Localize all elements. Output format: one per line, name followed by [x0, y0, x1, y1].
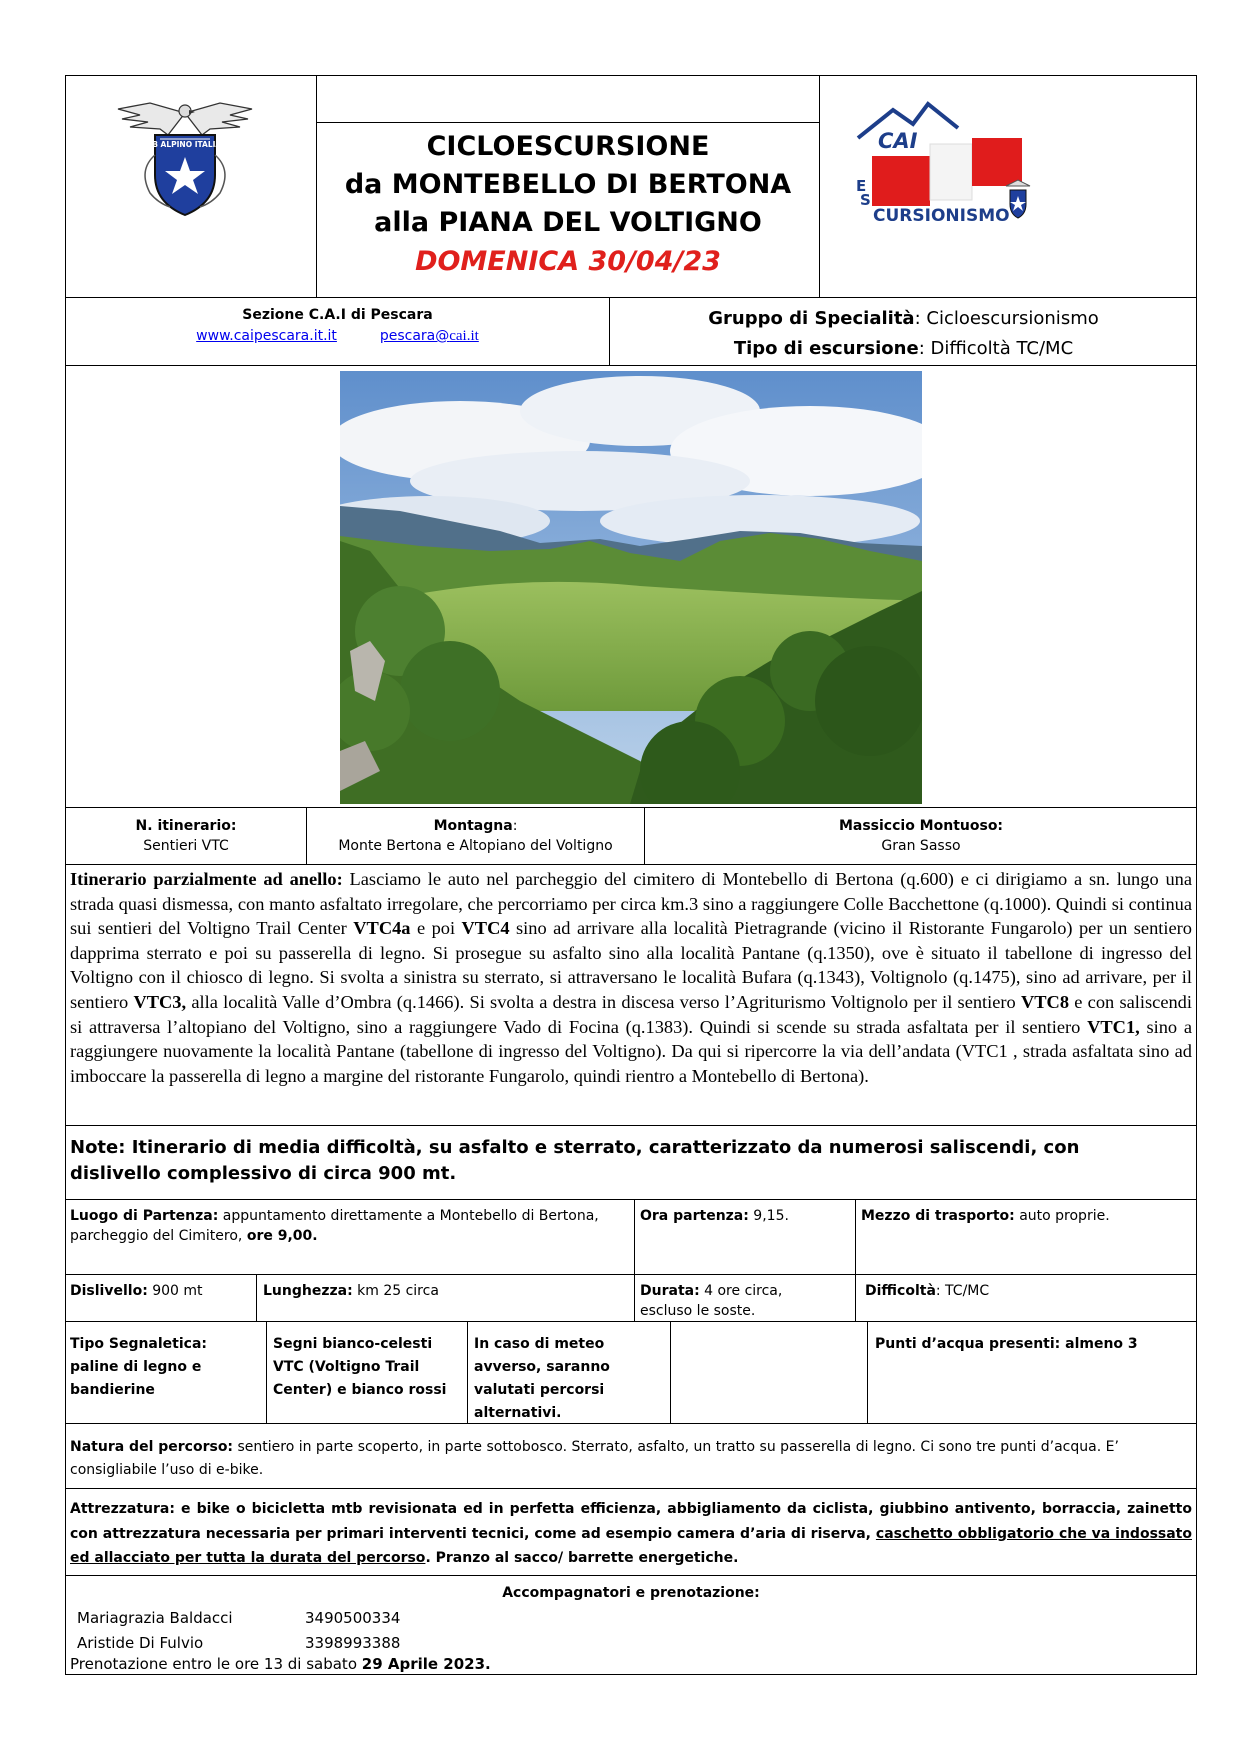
title-line-3: alla PIANA DEL VOLTIGNO	[374, 207, 762, 238]
water-points: Punti d’acqua presenti: almeno 3	[875, 1336, 1138, 1352]
contact-phone: 3490500334	[305, 1609, 401, 1627]
title-line-1: CICLOESCURSIONE	[426, 131, 710, 162]
section-name: Sezione C.A.I di Pescara	[242, 307, 433, 323]
difficulty: Difficoltà: TC/MC	[865, 1283, 990, 1299]
departure-time: Ora partenza: 9,15.	[640, 1208, 789, 1224]
massif-cell	[645, 816, 1197, 856]
title-line-2: da MONTEBELLO DI BERTONA	[344, 169, 792, 200]
email-link[interactable]: pescara@cai.it	[379, 328, 479, 344]
contact-name: Mariagrazia Baldacci	[77, 1609, 233, 1627]
departure-place: Luogo di Partenza: appuntamento direttamente a Montebello di Bertona, parcheggio del Cimitero, ore 9,00.	[70, 1208, 599, 1244]
event-date: DOMENICA 30/04/23	[415, 246, 721, 277]
itinerary-value: Sentieri VTC	[143, 838, 229, 854]
mountain-label: Montagna	[433, 818, 513, 834]
bad-weather-note: In caso di meteo avverso, saranno valutati percorsi alternativi.	[474, 1336, 610, 1421]
note-text: Note: Itinerario di media difficoltà, su asfalto e sterrato, caratterizzato da numerosi saliscendi, con dislivello complessivo di circa 900 mt.	[70, 1137, 1080, 1184]
svg-text:E: E	[856, 177, 867, 195]
landscape-photo	[340, 371, 922, 804]
cai-escursionismo-logo	[838, 98, 1048, 230]
route-nature: Natura del percorso: sentiero in parte scoperto, in parte sottobosco. Sterrato, asfalto, un tratto su passerella di legno. Ci sono tre punti d’acqua. E’ consigliabile l’uso di e-bike.	[70, 1439, 1119, 1478]
contact-name: Aristide Di Fulvio	[77, 1634, 204, 1652]
logo-cai-text: CAI	[878, 129, 918, 153]
type-label: Tipo di escursione	[733, 338, 919, 359]
contacts-title: Accompagnatori e prenotazione:	[502, 1585, 760, 1601]
contact-list	[77, 1606, 400, 1656]
itinerary-description: Itinerario parzialmente ad anello: Lasciamo le auto nel parcheggio del cimitero di Montebello di Bertona (q.600) e ci dirigiamo a sn. lungo una strada quasi dismessa, con manto asfaltato irregolare, che percorriamo per circa km.3 sino a raggiungere Colle Bacchettone (q.1000). Quindi si continua sui sentieri del Voltigno Trail Center VTC4a e poi VTC4 sino ad arrivare alla località Pietragrande (vicino il Ristorante Fungarolo) per un sentiero dapprima sterrato e poi su passerella di legno. Si prosegue su asfalto sino alla località Pantane (q.1350), ove è situato il tabellone di ingresso del Voltigno con il chiosco di legno. Si svolta a sinistra su sterrato, si attraversano le località Bufara (q.1343), Voltignolo (q.1475), sino ad arrivare, per il sentiero VTC3, alla località Valle d’Ombra (q.1466). Si svolta a destra in discesa verso l’Agriturismo Voltignolo per il sentiero VTC8 e con saliscendi si attraversa l’altopiano del Voltigno, sino a raggiungere Vado di Focina (q.1383). Quindi si scende su strada asfaltata per il sentiero VTC1, sino a raggiungere nuovamente la località Pantane (tabellone di ingresso del Voltigno). Da qui si ripercorre la via dell’andata (VTC1 , strada asfaltata sino ad imboccare la passerella di legno a margine del ristorante Fungarolo, quindi rientro a Montebello di Bertona).	[70, 869, 1193, 1086]
trail-marks: Segni bianco-celesti VTC (Voltigno Trail Center) e bianco rossi	[273, 1336, 447, 1398]
website-link[interactable]: www.caipescara.it.it	[196, 328, 337, 344]
group-info: Gruppo di Specialità: Cicloescursionismo Tipo di escursione: Difficoltà TC/MC	[708, 308, 1099, 359]
massif-label: Massiccio Montuoso:	[838, 818, 1004, 834]
massif-value: Gran Sasso	[881, 838, 961, 854]
contact-phone: 3398993388	[305, 1634, 401, 1652]
logo-cursionismo-text: CURSIONISMO	[873, 206, 1010, 226]
title-block	[317, 128, 819, 282]
group-label: Gruppo di Specialità	[708, 308, 915, 329]
type-value: Difficoltà TC/MC	[930, 338, 1074, 359]
description-heading: Itinerario parzialmente ad anello:	[70, 869, 343, 889]
svg-text:CLUB ALPINO ITALIANO: CLUB ALPINO ITALIANO	[136, 140, 234, 149]
svg-text:S: S	[860, 191, 871, 209]
elevation-gain: Dislivello: 900 mt	[70, 1283, 203, 1299]
contact-row	[77, 1606, 400, 1631]
section-info	[66, 305, 609, 347]
group-value: Cicloescursionismo	[926, 308, 1099, 329]
length: Lunghezza: km 25 circa	[263, 1283, 439, 1299]
cai-emblem-logo	[110, 95, 260, 225]
itinerary-label: N. itinerario:	[135, 818, 237, 834]
transport: Mezzo di trasporto: auto proprie.	[861, 1208, 1110, 1224]
mountain-cell: Montagna: Monte Bertona e Altopiano del Voltigno	[307, 816, 644, 856]
duration: Durata: 4 ore circa, escluso le soste.	[640, 1283, 783, 1319]
itinerary-cell	[66, 816, 306, 856]
booking-deadline: Prenotazione entro le ore 13 di sabato 29 Aprile 2023.	[70, 1655, 491, 1673]
contact-row	[77, 1631, 400, 1656]
equipment: Attrezzatura: e bike o bicicletta mtb revisionata ed in perfetta efficienza, abbigliamento da ciclista, giubbino antivento, borraccia, zainetto con attrezzatura necessaria per primari interventi tecnici, come ad esempio camera d’aria di riserva, caschetto obbligatorio che va indossato ed allacciato per tutta la durata del percorso. Pranzo al sacco/ barrette energetiche.	[70, 1501, 1192, 1566]
mountain-value: Monte Bertona e Altopiano del Voltigno	[338, 838, 613, 854]
signage-type: Tipo Segnaletica: paline di legno e bandierine	[70, 1336, 208, 1398]
